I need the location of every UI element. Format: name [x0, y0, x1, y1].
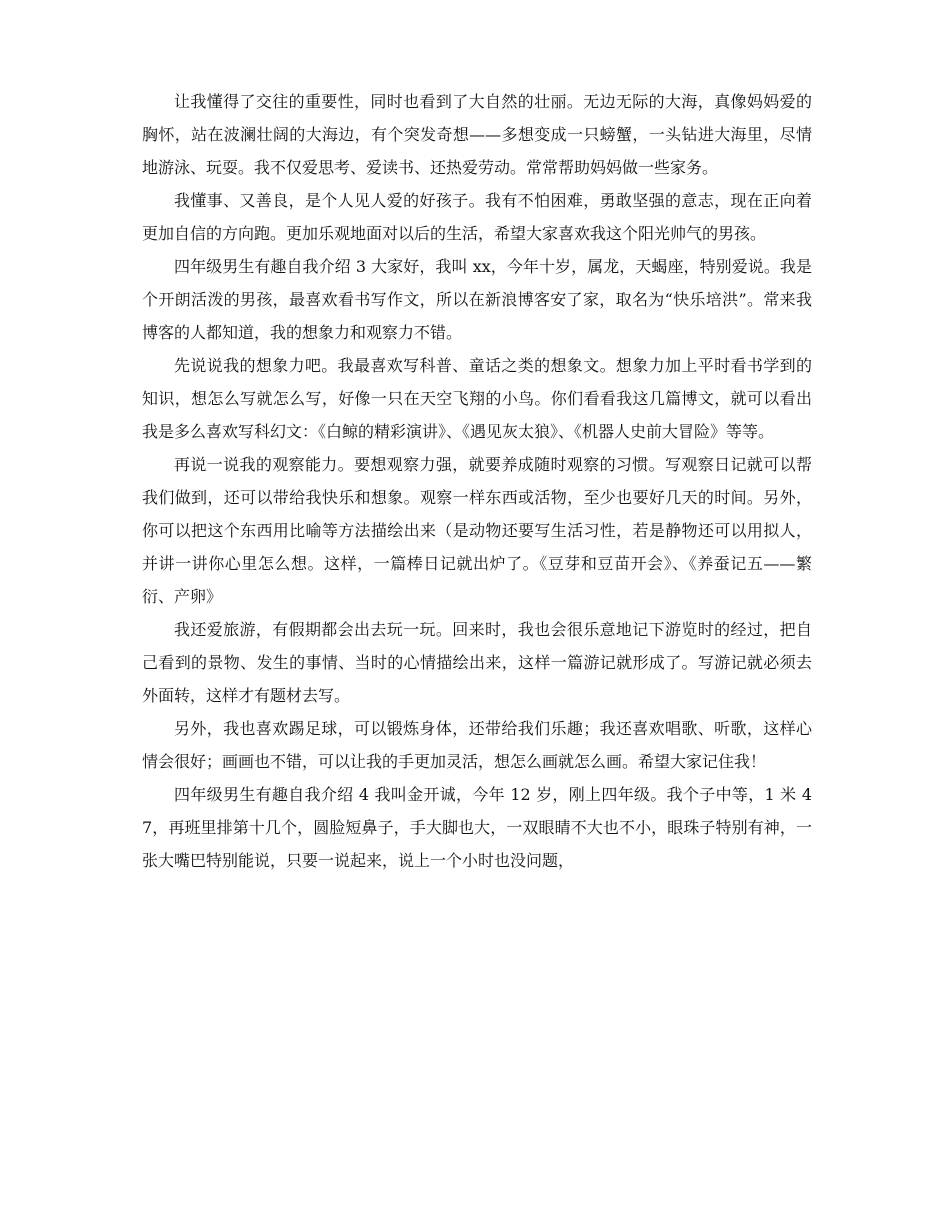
paragraph-1: 让我懂得了交往的重要性，同时也看到了大自然的壮丽。无边无际的大海，真像妈妈爱的胸怀，站在波澜壮阔的大海边，有个突发奇想——多想变成一只螃蟹，一头钻进大海里，尽情地游泳、玩耍。我不仅爱思考、爱读书、还热爱劳动。常常帮助妈妈做一些家务。 [142, 92, 812, 177]
paragraph-6: 我还爱旅游，有假期都会出去玩一玩。回来时，我也会很乐意地记下游览时的经过，把自己看到的景物、发生的事情、当时的心情描绘出来，这样一篇游记就形成了。写游记就必须去外面转，这样才有题材去写。 [142, 620, 812, 705]
paragraph-4: 先说说我的想象力吧。我最喜欢写科普、童话之类的想象文。想象力加上平时看书学到的知识，想怎么写就怎么写，好像一只在天空飞翔的小鸟。你们看看我这几篇博文，就可以看出我是多么喜欢写科幻文：《白鲸的精彩演讲》、《遇见灰太狼》、《机器人史前大冒险》等等。 [142, 356, 812, 441]
paragraph-5: 再说一说我的观察能力。要想观察力强，就要养成随时观察的习惯。写观察日记就可以帮我们做到，还可以带给我快乐和想象。观察一样东西或活物，至少也要好几天的时间。另外，你可以把这个东西用比喻等方法描绘出来（是动物还要写生活习性，若是静物还可以用拟人，并讲一讲你心里怎么想。这样，一篇棒日记就出炉了。《豆芽和豆苗开会》、《养蚕记五——繁衍、产卵》 [142, 455, 812, 606]
paragraph-7: 另外，我也喜欢踢足球，可以锻炼身体，还带给我们乐趣；我还喜欢唱歌、听歌，这样心情会很好；画画也不错，可以让我的手更加灵活，想怎么画就怎么画。希望大家记住我！ [142, 719, 812, 771]
paragraph-8: 四年级男生有趣自我介绍 4 我叫金开诚，今年 12 岁，刚上四年级。我个子中等，1 米 47，再班里排第十几个，圆脸短鼻子，手大脚也大，一双眼睛不大也不小，眼珠子特别有神，一张大嘴巴特别能说，只要一说起来，说上一个小时也没问题， [142, 785, 812, 870]
paragraph-2: 我懂事、又善良，是个人见人爱的好孩子。我有不怕困难，勇敢坚强的意志，现在正向着更加自信的方向跑。更加乐观地面对以后的生活，希望大家喜欢我这个阳光帅气的男孩。 [142, 191, 812, 243]
paragraph-3: 四年级男生有趣自我介绍 3 大家好，我叫 xx，今年十岁，属龙，天蝎座，特别爱说。我是个开朗活泼的男孩，最喜欢看书写作文，所以在新浪博客安了家，取名为“快乐培洪”。常来我博客的人都知道，我的想象力和观察力不错。 [142, 257, 812, 342]
document-body [142, 85, 812, 877]
